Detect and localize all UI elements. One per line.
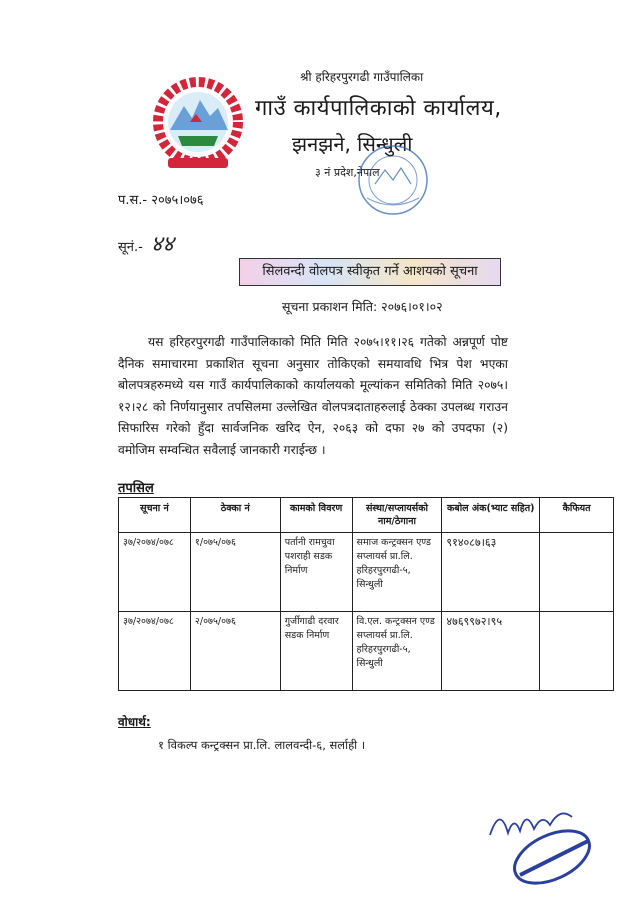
cell-remarks	[540, 612, 614, 691]
info-heading: वोधार्थ:	[118, 715, 151, 729]
notice-body: यस हरिहरपुरगढी गाउँपालिकाको मिति मिति २०७५।११।२६ गतेको अन्नपूर्ण पोष्ट दैनिक समाचारमा प्रकाशित सूचना अनुसार तोकिएको समयावधि भित्र पेश भएका बोलपत्रहरुमध्ये यस गाउँ कार्यपालिकाको कार्यालयको मूल्यांकन समितिको मिति २०७५।१२।२८ को निर्णयानुसार तपसिलमा उल्लेखित वोलपत्रदाताहरुलाई ठेक्का उपलब्ध गराउन सिफारिस गरेको हुँदा सार्वजनिक खरिद ऐन, २०६३ को दफा २७ को उपदफा (२) वमोजिम सम्वन्धित सवैलाई जानकारी गराईन्छ ।	[118, 335, 508, 457]
nepal-emblem-icon	[148, 70, 248, 180]
col-contract-no: ठेक्का नं	[190, 498, 280, 533]
info-line: १ विकल्प कन्ट्रक्सन प्रा.लि. लालवन्दी-६, सर्लाही ।	[158, 738, 366, 752]
cell-work: पर्तानी रामचुवा पशराही सडक निर्माण	[280, 533, 352, 612]
col-notice-no: सूचना नं	[119, 498, 191, 533]
col-firm: संस्था/सप्लायर्सको नाम/ठेगाना	[352, 498, 442, 533]
cell-work: गुर्जीगाढी दरवार सडक निर्माण	[280, 612, 352, 691]
table-row	[119, 533, 614, 612]
ps-value: २०७५।०७६	[151, 193, 204, 208]
municipality-name: श्री हरिहरपुरगढी गाउँपालिका	[300, 70, 424, 84]
province-label: ३ नं प्रदेश,नेपाल	[315, 166, 380, 179]
cell-firm: समाज कन्ट्रक्सन एण्ड सप्लायर्स प्रा.लि. हरिहरपुरगढी-५, सिन्धुली	[352, 533, 442, 612]
cell-remarks	[540, 533, 614, 612]
ps-label: प.स.-	[118, 193, 148, 208]
office-name: गाउँ कार्यपालिकाको कार्यालय,	[255, 96, 502, 121]
cell-notice-no: ३७/२०७४/०७८	[119, 612, 191, 691]
table-header-row	[119, 498, 614, 533]
publish-date: सूचना प्रकाशन मिति: २०७६।०१।०२	[282, 299, 443, 314]
col-remarks: कैफियत	[540, 498, 614, 533]
cn-value: ४४	[150, 232, 174, 257]
signature-stamp-icon	[480, 795, 600, 885]
reference-cn	[118, 228, 174, 258]
cell-amount: ९१४०८७।६३	[442, 533, 540, 612]
reference-ps	[118, 190, 204, 208]
contract-table	[118, 497, 614, 691]
notice-title: सिलवन्दी वोलपत्र स्वीकृत गर्ने आशयको सूचना	[239, 258, 501, 286]
table-heading: तपसिल	[118, 481, 154, 496]
col-amount: कबोल अंक(भ्याट सहित)	[442, 498, 540, 533]
col-work: कामको विवरण	[280, 498, 352, 533]
table-row	[119, 612, 614, 691]
cell-firm: वि.एल. कन्ट्रक्सन एण्ड सप्लायर्स प्रा.लि. हरिहरपुरगढी-५, सिन्धुली	[352, 612, 442, 691]
cell-contract-no: १/०७५/०७६	[190, 533, 280, 612]
office-stamp-icon	[345, 140, 440, 220]
office-location: झनझने, सिन्धुली	[292, 132, 413, 156]
cell-contract-no: २/०७५/०७६	[190, 612, 280, 691]
cn-label: सूनं.-	[118, 240, 143, 255]
cell-notice-no: ३७/२०७४/०७८	[119, 533, 191, 612]
cell-amount: ४७६९९७२।९५	[442, 612, 540, 691]
